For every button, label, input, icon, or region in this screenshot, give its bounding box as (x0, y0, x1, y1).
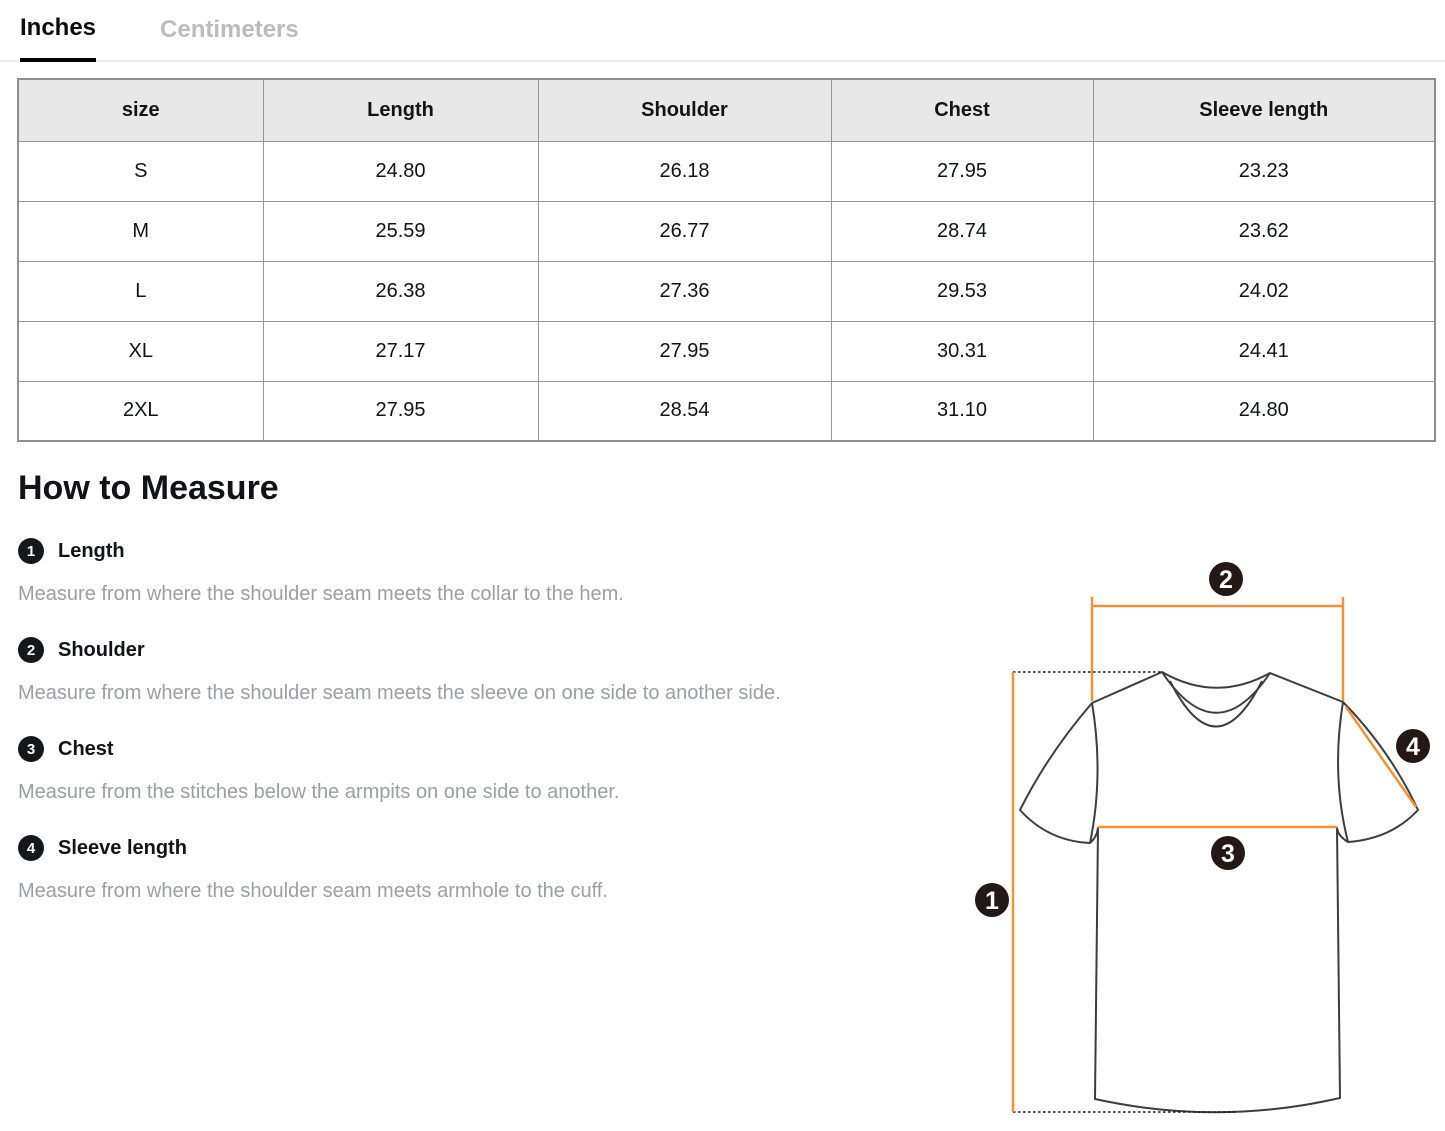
value-cell: 28.74 (831, 201, 1093, 261)
value-cell: 24.80 (263, 141, 538, 201)
value-cell: 29.53 (831, 261, 1093, 321)
header-cell-length: Length (263, 79, 538, 141)
value-cell: 27.17 (263, 321, 538, 381)
measure-desc-sleeve-length: Measure from where the shoulder seam meets armhole to the cuff. (18, 880, 608, 902)
value-cell: 24.80 (1093, 381, 1435, 441)
size-cell: 2XL (18, 381, 263, 441)
value-cell: 24.02 (1093, 261, 1435, 321)
value-cell: 26.18 (538, 141, 831, 201)
marker-1-label: 1 (985, 887, 999, 915)
size-chart-table (17, 78, 1436, 442)
tab-inches[interactable]: Inches (20, 14, 96, 62)
value-cell: 27.36 (538, 261, 831, 321)
size-cell: S (18, 141, 263, 201)
table-row (18, 381, 1435, 441)
value-cell: 31.10 (831, 381, 1093, 441)
value-cell: 23.23 (1093, 141, 1435, 201)
tshirt-diagram (960, 550, 1445, 1125)
badge-4-icon: 4 (18, 835, 44, 861)
measure-desc-chest: Measure from the stitches below the armpits on one side to another. (18, 781, 620, 803)
value-cell: 27.95 (831, 141, 1093, 201)
header-cell-shoulder: Shoulder (538, 79, 831, 141)
value-cell: 24.41 (1093, 321, 1435, 381)
measure-label: Shoulder (58, 638, 145, 661)
value-cell: 26.38 (263, 261, 538, 321)
measure-desc-length: Measure from where the shoulder seam meets the collar to the hem. (18, 583, 624, 605)
value-cell: 30.31 (831, 321, 1093, 381)
size-cell: XL (18, 321, 263, 381)
shirt-outline (1020, 672, 1418, 1112)
value-cell: 26.77 (538, 201, 831, 261)
table-row (18, 141, 1435, 201)
marker-1 (975, 883, 1009, 917)
header-cell-size: size (18, 79, 263, 141)
badge-3-icon: 3 (18, 736, 44, 762)
measure-desc-shoulder: Measure from where the shoulder seam meets the sleeve on one side to another side. (18, 682, 781, 704)
value-cell: 23.62 (1093, 201, 1435, 261)
marker-3 (1211, 836, 1245, 870)
marker-2 (1209, 562, 1243, 596)
table-row (18, 201, 1435, 261)
table-header-row (18, 79, 1435, 141)
size-cell: M (18, 201, 263, 261)
size-cell: L (18, 261, 263, 321)
marker-2-label: 2 (1219, 566, 1233, 594)
measure-label: Length (58, 539, 125, 562)
value-cell: 25.59 (263, 201, 538, 261)
badge-2-icon: 2 (18, 637, 44, 663)
tab-centimeters[interactable]: Centimeters (160, 16, 299, 43)
marker-4 (1396, 729, 1430, 763)
table-row (18, 261, 1435, 321)
how-to-measure-title: How to Measure (18, 469, 279, 507)
header-cell-chest: Chest (831, 79, 1093, 141)
table-row (18, 321, 1435, 381)
measure-label: Chest (58, 737, 114, 760)
value-cell: 27.95 (538, 321, 831, 381)
measure-label: Sleeve length (58, 836, 187, 859)
value-cell: 27.95 (263, 381, 538, 441)
header-cell-sleeve-length: Sleeve length (1093, 79, 1435, 141)
marker-4-label: 4 (1406, 733, 1420, 761)
value-cell: 28.54 (538, 381, 831, 441)
unit-tabs (0, 0, 1445, 62)
badge-1-icon: 1 (18, 538, 44, 564)
marker-3-label: 3 (1221, 840, 1235, 868)
